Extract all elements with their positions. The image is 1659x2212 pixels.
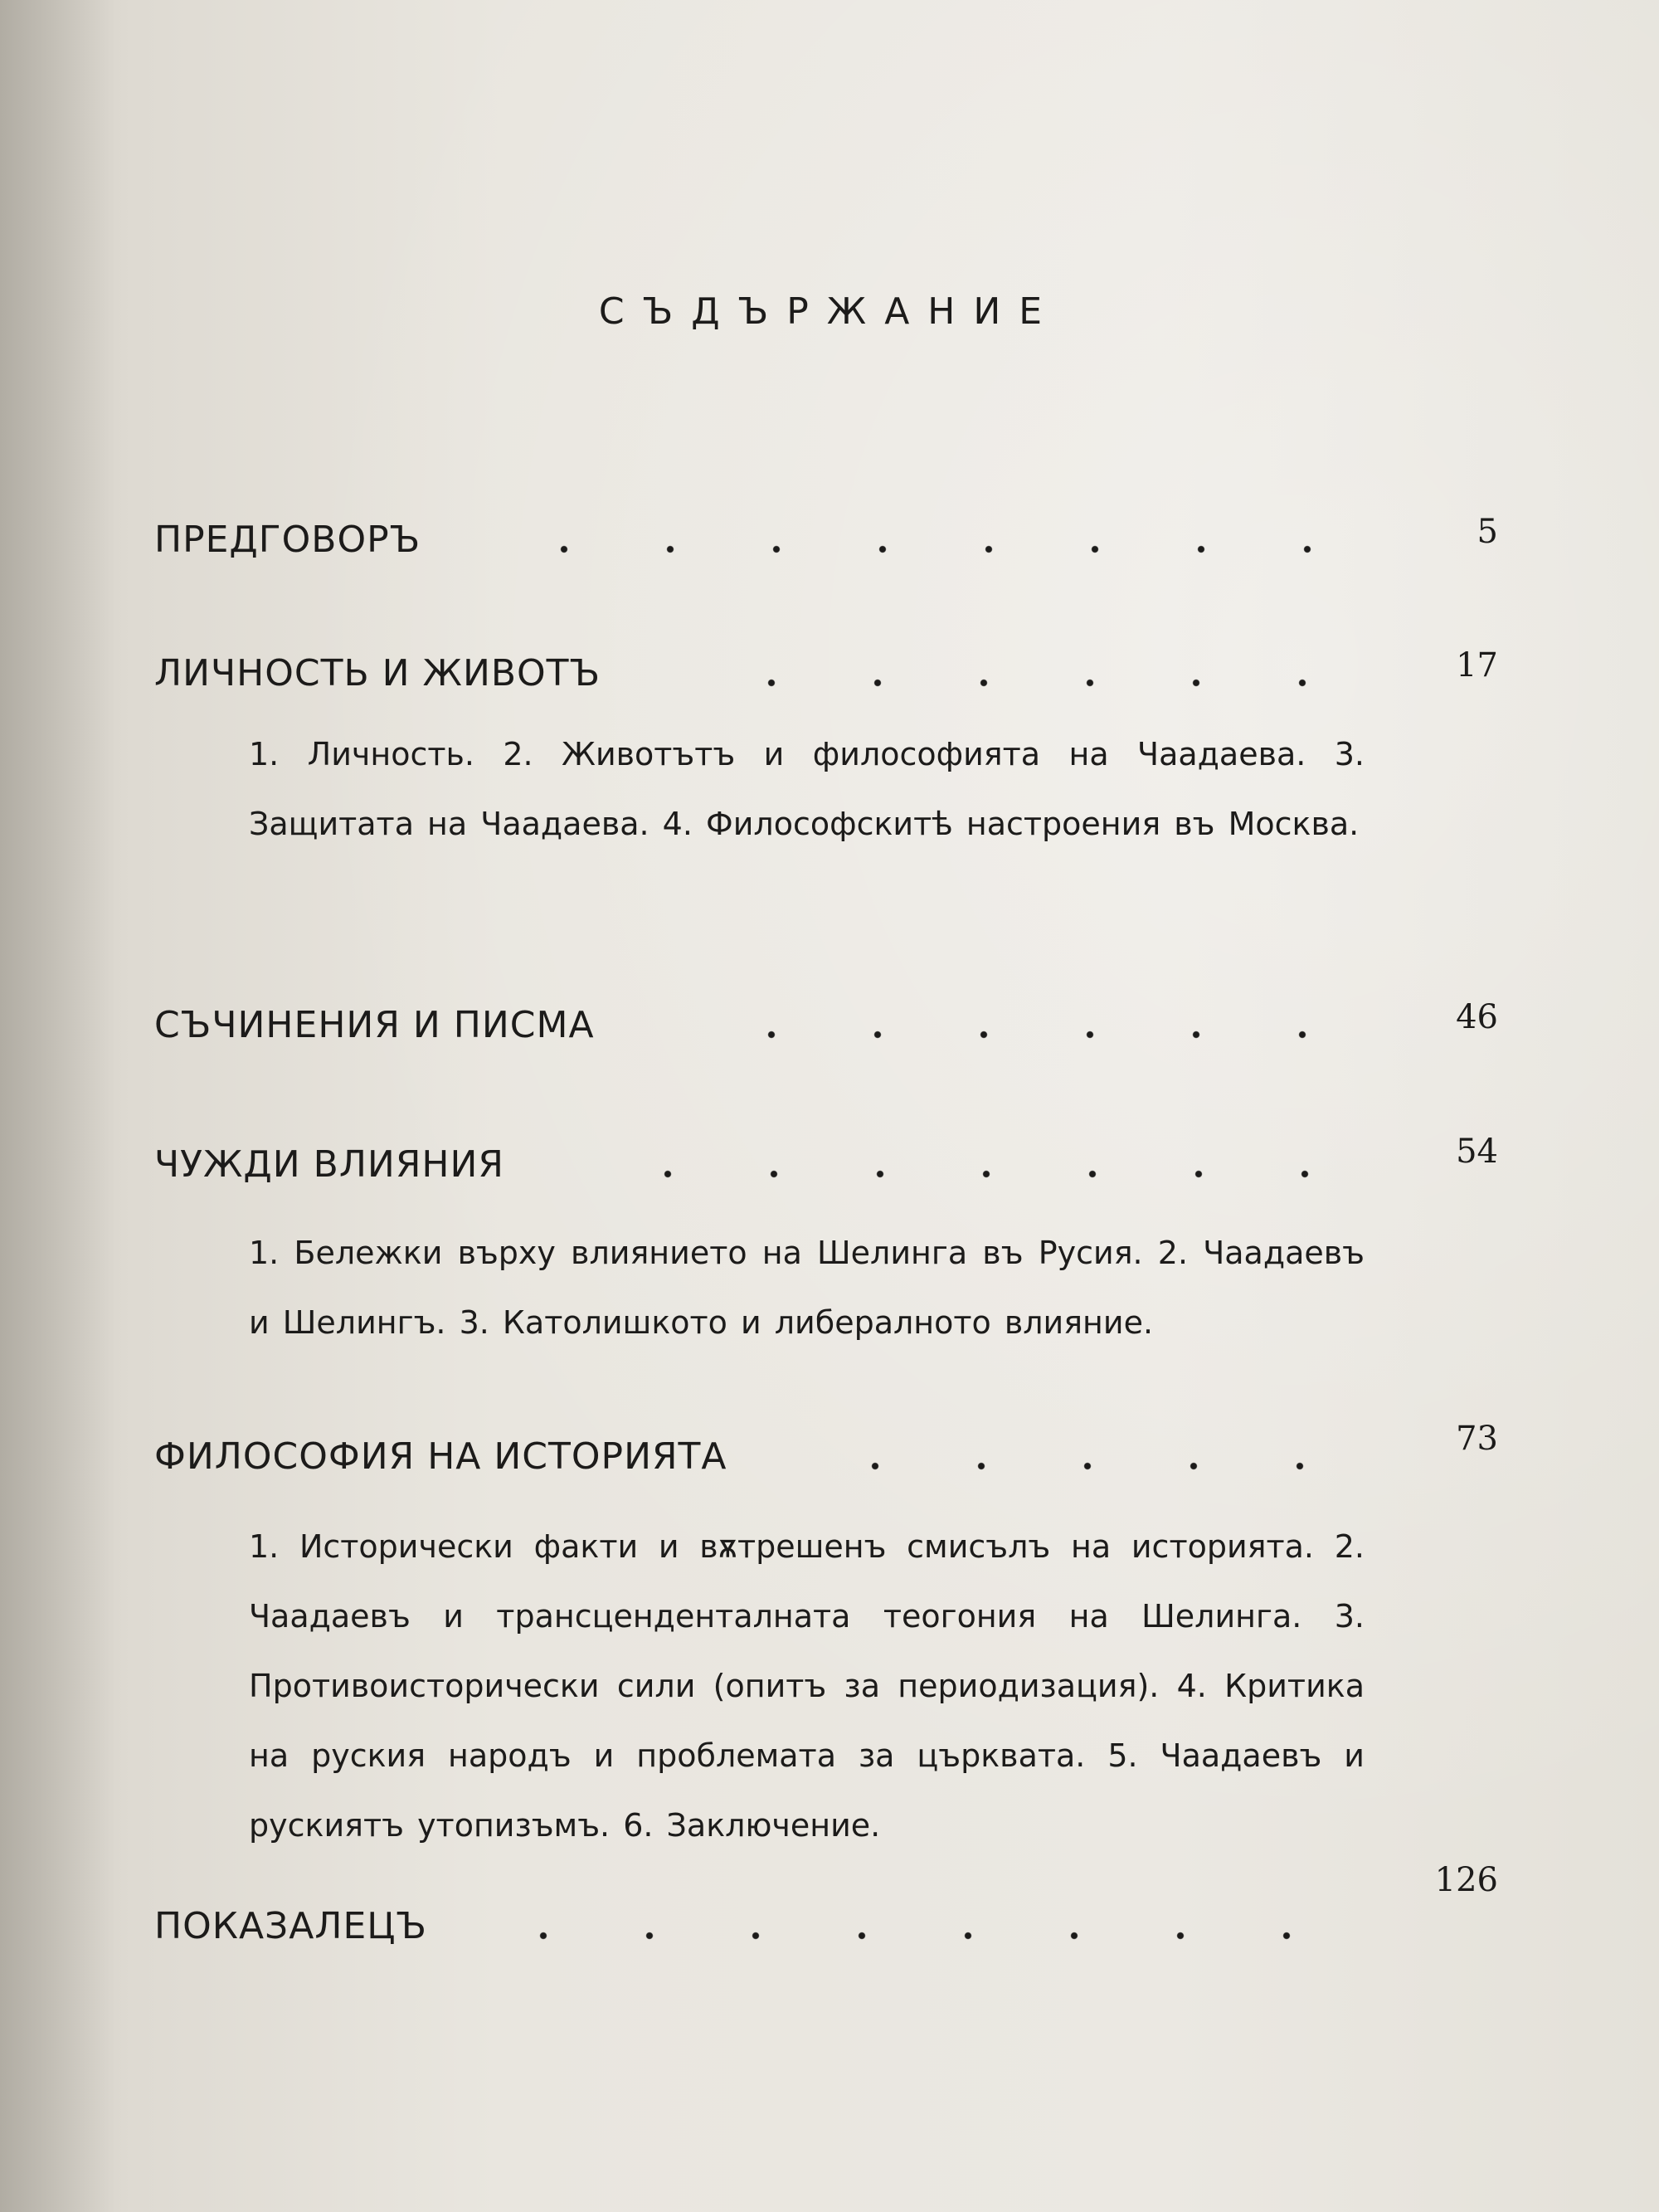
toc-entry-description: 1. Исторически факти и вѫтрешенъ смисълъ на историята. 2. Чаадаевъ и трансценденталната теогония на Шелинга. 3. Противоисторически сили (опитъ за периодизация). 4. Критика на руския народъ и проблемата за църквата. 5. Чаадаевъ и рускиятъ утопизъмъ. 6. Заключение. [249,1528,1365,1844]
toc-entry-page: 54 [1456,1133,1498,1171]
toc-entry-title: СЪЧИНЕНИЯ И ПИСМА [154,1004,595,1046]
toc-entry-personality-life [154,641,1498,699]
dot-leader [718,1030,1382,1040]
page-gutter-shadow [0,0,116,2212]
toc-entry-preface [154,508,1498,566]
toc-entry-foreign-influences [154,1133,1498,1191]
dot-leader [822,1461,1382,1471]
dot-leader [490,1931,1382,1941]
page-title: СЪДЪРЖАНИЕ [598,290,1061,333]
dot-leader [511,544,1382,554]
toc-entry-title: ПРЕДГОВОРЪ [154,519,421,561]
toc-entry-index [154,1861,1498,1952]
toc-entry-description: 1. Личность. 2. Животътъ и философията на Чаадаева. 3. Защитата на Чаадаева. 4. Философскитѣ настроения въ Москва. [249,736,1365,842]
toc-entry-description: 1. Бележки върху влиянието на Шелинга въ Русия. 2. Чаадаевъ и Шелингъ. 3. Католишкото и либералното влияние. [249,1235,1365,1341]
toc-entry-philosophy-history [154,1420,1498,1483]
toc-entry-page: 5 [1477,513,1498,551]
toc-entry-title: ФИЛОСОФИЯ НА ИСТОРИЯТА [154,1435,727,1478]
toc-entry-page: 17 [1456,646,1498,685]
toc-entry-page: 73 [1456,1420,1498,1458]
toc-entry-works-letters [154,993,1498,1051]
toc-entry-title: ЛИЧНОСТЬ И ЖИВОТЪ [154,652,601,694]
dot-leader [615,1169,1382,1179]
toc-entry-title: ЧУЖДИ ВЛИЯНИЯ [154,1143,504,1186]
toc-entry-page: 126 [1434,1861,1498,1899]
toc-entry-page: 46 [1456,998,1498,1036]
dot-leader [718,678,1382,688]
toc-entry-title: ПОКАЗАЛЕЦЪ [154,1905,428,1947]
